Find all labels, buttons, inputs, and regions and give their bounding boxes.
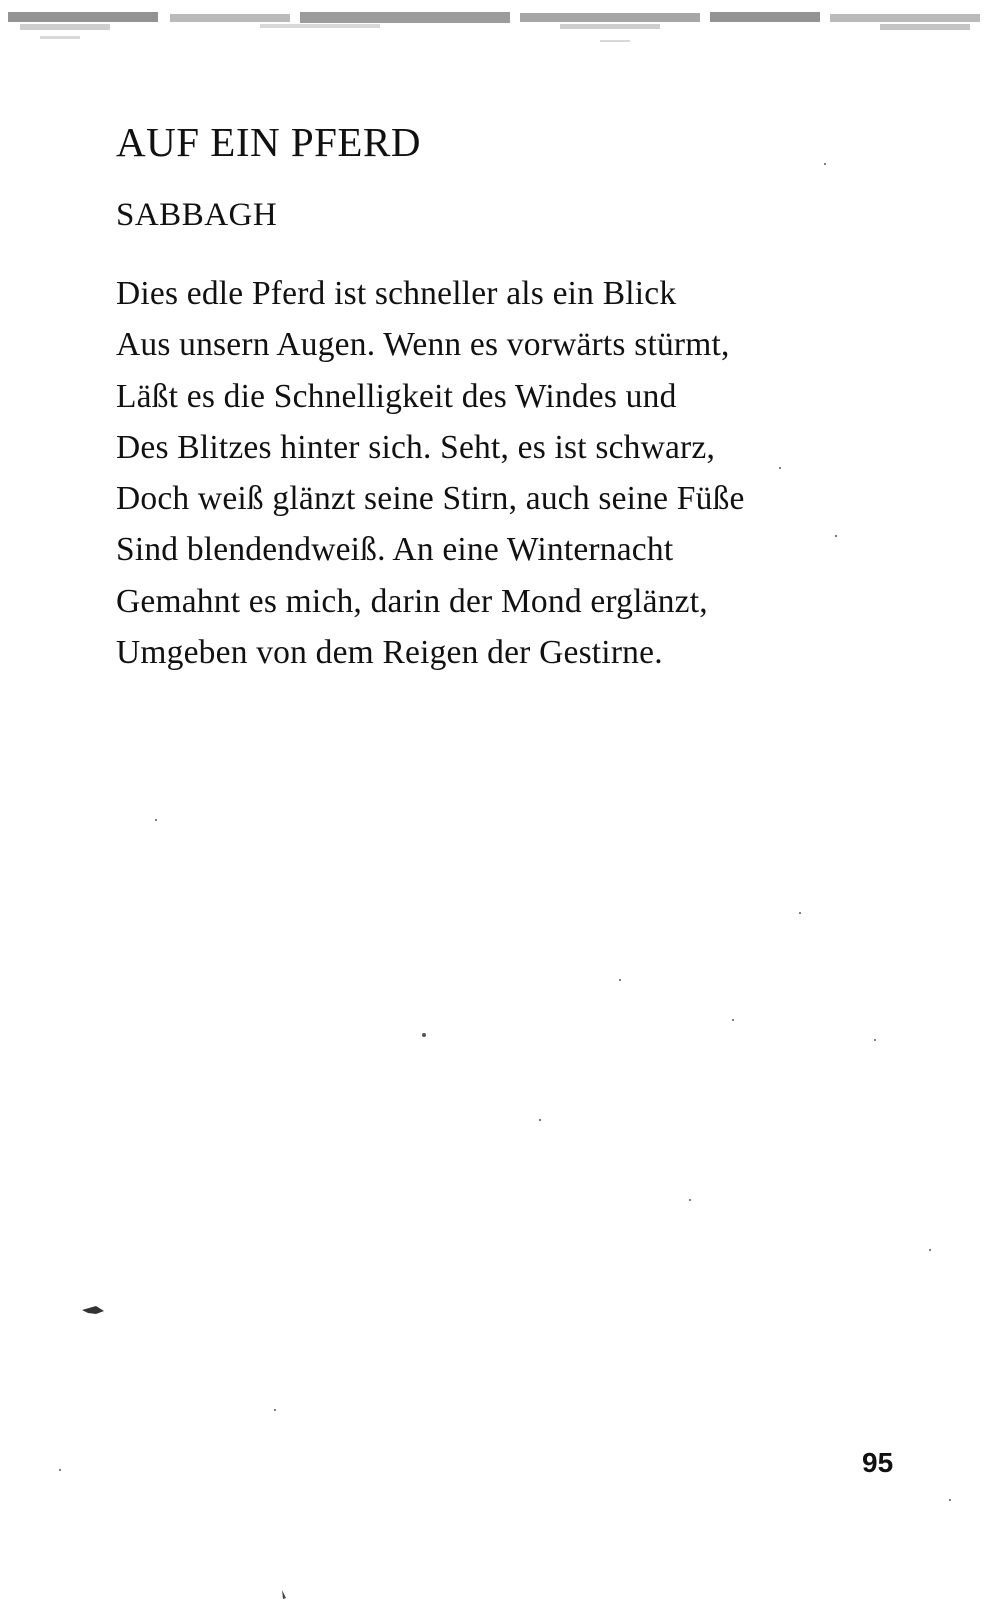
poem-line: Gemahnt es mich, darin der Mond erglänzt, xyxy=(116,582,708,620)
poem-line: Umgeben von dem Reigen der Gestirne. xyxy=(116,634,663,672)
poem-line: Aus unsern Augen. Wenn es vorwärts stürmt, xyxy=(116,326,730,364)
poem-author: SABBAGH xyxy=(116,197,278,233)
scanned-top-edge-noise xyxy=(0,0,1000,60)
poem-line: Doch weiß glänzt seine Stirn, auch seine Füße xyxy=(116,480,745,518)
poem-title: AUF EIN PFERD xyxy=(116,119,421,165)
poem-line: Dies edle Pferd ist schneller als ein Blick xyxy=(116,275,677,312)
poem-line: Des Blitzes hinter sich. Seht, es ist schwarz, xyxy=(116,428,716,466)
poem-line: Läßt es die Schnelligkeit des Windes und xyxy=(116,377,677,415)
page-number: 95 xyxy=(862,1447,894,1478)
poem-body xyxy=(116,268,916,678)
poem-line: Sind blendendweiß. An eine Winternacht xyxy=(116,531,674,569)
